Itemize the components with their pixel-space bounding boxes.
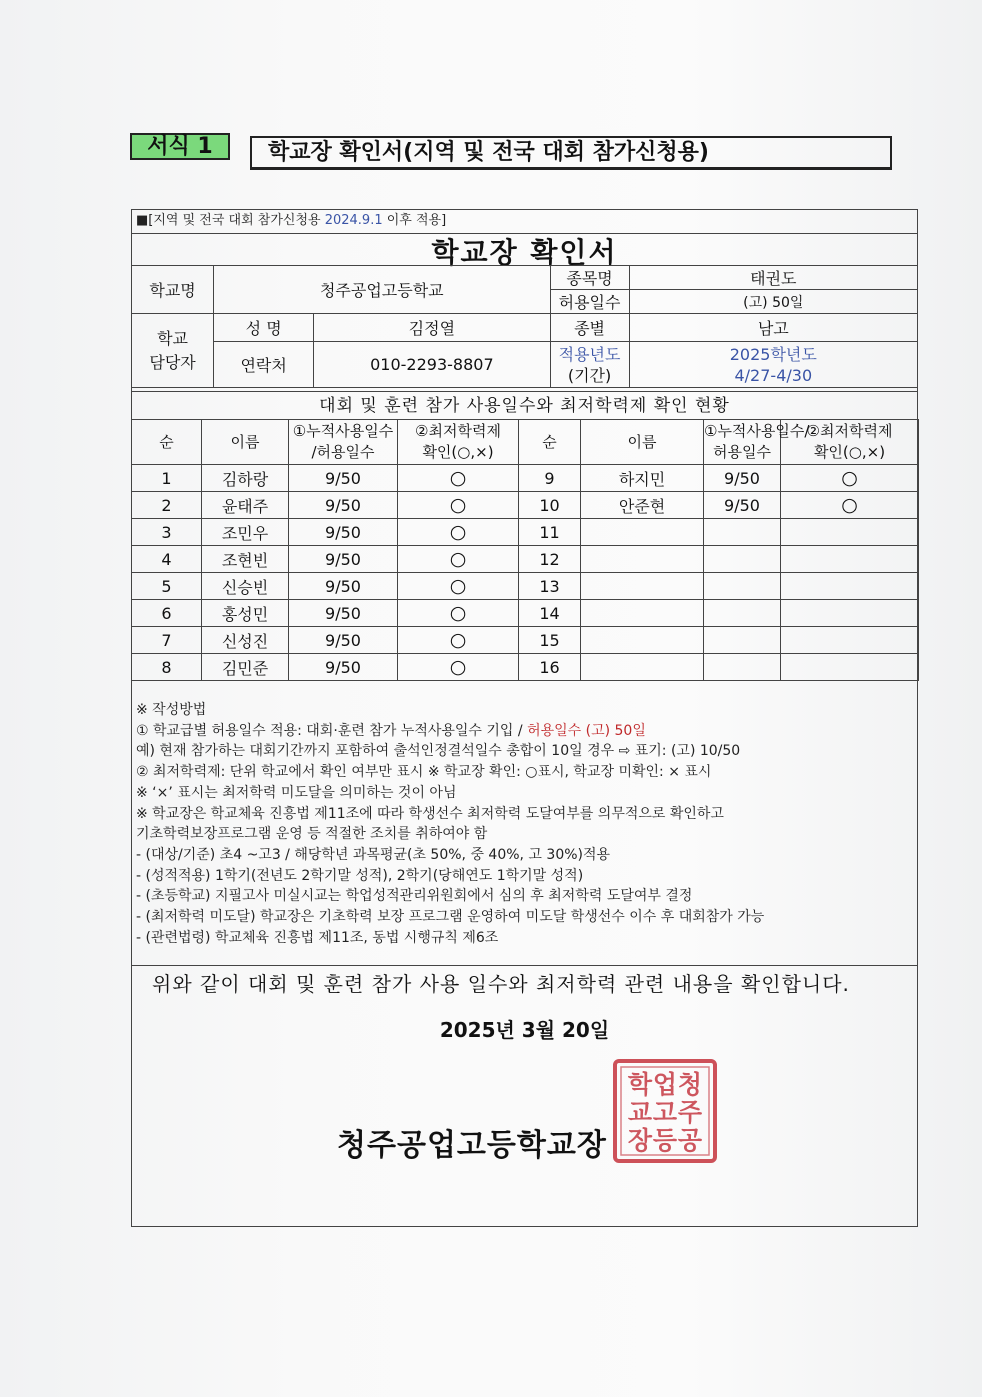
row-name: 김하랑 [202,465,289,492]
header-name-right: 이름 [581,420,704,465]
row-days-right [704,573,781,600]
row-academic-check-right [781,519,919,546]
form-tag: 서식 1 [130,133,230,160]
row-name-right [581,654,704,681]
row-name-right [581,546,704,573]
period-value-line: 4/27-4/30 [734,365,813,385]
name-label: 성 명 [214,314,314,342]
table-row [132,654,919,681]
row-no-right: 14 [519,600,581,627]
contact-label-line1: 학교 [157,328,188,348]
table-row [132,465,919,492]
allowed-value: (고) 50일 [629,290,917,314]
row-days: 9/50 [289,600,398,627]
row-no-right: 9 [519,465,581,492]
row-name-right [581,519,704,546]
year-label-line: 적용년도 [558,344,621,364]
row-name: 윤태주 [202,492,289,519]
seal-glyph: 장 [627,1126,653,1155]
instruction-1-example: 예) 현재 참가하는 대회기간까지 포함하여 출석인정결석일수 총합이 10일 경우 ⇨ 표기: (고) 10/50 [136,743,741,760]
header-no: 순 [132,420,202,465]
row-no-right: 15 [519,627,581,654]
row-days: 9/50 [289,519,398,546]
header-academic-right-line1: ②최저학력제 [806,422,893,440]
seal-glyph: 공 [677,1126,703,1155]
row-academic-check: ○ [398,519,519,546]
row-academic-check: ○ [398,600,519,627]
seal-glyph: 주 [677,1098,703,1127]
row-days: 9/50 [289,465,398,492]
official-seal-stamp [612,1058,718,1164]
form-meta [132,210,917,234]
confirmation-section [132,965,917,1224]
row-academic-check-right [781,600,919,627]
row-academic-check: ○ [398,465,519,492]
row-no: 4 [132,546,202,573]
row-name-right: 안준현 [581,492,704,519]
header-days-line2: /허용일수 [311,443,375,461]
confirmation-form [131,209,918,1227]
row-name: 홍성민 [202,600,289,627]
event-label: 종목명 [550,266,629,290]
row-no: 7 [132,627,202,654]
document-title: 학교장 확인서 [431,236,618,269]
contact-person-label [132,314,214,388]
row-name: 김민준 [202,654,289,681]
event-value: 태권도 [629,266,917,290]
seal-glyph: 학 [627,1070,653,1099]
participation-table [131,419,919,681]
row-academic-check: ○ [398,492,519,519]
seal-glyph: 업 [652,1070,678,1099]
meta-suffix: 이후 적용] [382,213,447,228]
row-no-right: 10 [519,492,581,519]
form-title: 학교장 확인서(지역 및 전국 대회 참가신청용) [250,136,892,170]
header-days [289,420,398,465]
school-label: 학교명 [132,266,214,314]
instruction-2-note-c: 기초학력보장프로그램 운영 등 적절한 조치를 취하여야 함 [136,826,488,843]
instruction-2-note-b: ※ 학교장은 학교체육 진흥법 제11조에 따라 학생선수 최저학력 도달여부를 의무적으로 확인하고 [136,805,724,822]
row-days-right [704,546,781,573]
header-academic-line2: 확인(○,×) [422,443,494,461]
row-days: 9/50 [289,492,398,519]
row-academic-check: ○ [398,654,519,681]
row-days-right: 9/50 [704,465,781,492]
principal-signature: 청주공업고등학교장 [337,1128,607,1163]
detail-grades: - (성적적용) 1학기(전년도 2학기말 성적), 2학기(당해연도 1학기말 성적) [136,867,584,884]
row-no: 5 [132,573,202,600]
row-days-right [704,627,781,654]
table-row [132,600,919,627]
seal-glyph: 고 [652,1098,678,1127]
seal-glyph: 등 [652,1126,678,1155]
row-name: 신승빈 [202,573,289,600]
school-value: 청주공업고등학교 [214,266,550,314]
instruction-1-highlight: 허용일수 (고) 50일 [527,722,646,739]
table-title: 대회 및 훈련 참가 사용일수와 최저학력제 확인 현황 [132,391,917,420]
row-days-right [704,654,781,681]
table-row [132,573,919,600]
row-academic-check-right: ○ [781,465,919,492]
row-academic-check: ○ [398,627,519,654]
allowed-label: 허용일수 [550,290,629,314]
type-label: 종별 [550,314,629,342]
row-days: 9/50 [289,546,398,573]
year-label [550,342,629,388]
seal-glyph: 교 [627,1098,653,1127]
period-label-line: (기간) [567,365,612,385]
row-no-right: 13 [519,573,581,600]
row-days-right [704,519,781,546]
header-days-right [704,420,810,465]
row-academic-check-right [781,546,919,573]
row-no-right: 16 [519,654,581,681]
row-academic-check-right: ○ [781,492,919,519]
header-days-right-line1: ①누적사용일수/ [704,422,810,440]
row-no: 2 [132,492,202,519]
row-academic-check-right [781,573,919,600]
detail-law: - (관련법령) 학교체육 진흥법 제11조, 동법 시행규칙 제6조 [136,929,499,946]
table-row [132,492,919,519]
instruction-2-note-a: ※ ‘×’ 표시는 최저학력 미도달을 의미하는 것이 아님 [136,784,457,801]
row-no: 6 [132,600,202,627]
header-name: 이름 [202,420,289,465]
header-academic [398,420,519,465]
name-value: 김정열 [314,314,550,342]
type-value: 남고 [629,314,917,342]
confirmation-text: 위와 같이 대회 및 훈련 참가 사용 일수와 최저학력 관련 내용을 확인합니다. [152,972,850,996]
table-header-row [132,420,919,465]
row-name-right [581,573,704,600]
row-days-right: 9/50 [704,492,781,519]
row-days: 9/50 [289,654,398,681]
detail-unmet: - (최저학력 미도달) 학교장은 기초학력 보장 프로그램 운영하여 미도달 학생선수 이수 후 대회참가 가능 [136,909,765,926]
row-academic-check-right [781,627,919,654]
row-no: 1 [132,465,202,492]
table-row [132,546,919,573]
table-row [132,519,919,546]
header-academic-right-line2: 확인(○,×) [813,443,886,461]
instruction-1 [136,721,916,742]
row-academic-check: ○ [398,573,519,600]
row-name-right [581,627,704,654]
header-days-line1: ①누적사용일수 [292,422,394,440]
header-academic-line1: ②최저학력제 [415,422,501,440]
phone-value: 010-2293-8807 [314,342,550,388]
table-row [132,627,919,654]
school-info-table [131,265,918,388]
detail-target: - (대상/기준) 초4 ~고3 / 해당학년 과목평균(초 50%, 중 40%, 고 30%)적용 [136,846,611,863]
instructions [136,694,916,948]
instructions-heading: ※ 작성방법 [136,702,207,718]
row-days: 9/50 [289,627,398,654]
row-name: 신성진 [202,627,289,654]
instruction-1-text: ① 학교급별 허용일수 적용: 대회·훈련 참가 누적사용일수 기입 / [136,722,528,739]
year-value [629,342,917,388]
row-name: 조민우 [202,519,289,546]
row-no-right: 12 [519,546,581,573]
header-no-right: 순 [519,420,581,465]
row-days: 9/50 [289,573,398,600]
contact-label-line2: 담당자 [149,352,196,372]
seal-glyph: 청 [677,1070,703,1099]
row-name-right: 하지민 [581,465,704,492]
detail-elementary: - (초등학교) 지필고사 미실시교는 학업성적관리위원회에서 심의 후 최저학력 도달여부 결정 [136,888,693,905]
row-no: 8 [132,654,202,681]
phone-label: 연락처 [214,342,314,388]
meta-prefix: ■[지역 및 전국 대회 참가신청용 [136,213,325,228]
row-name-right [581,600,704,627]
row-academic-check: ○ [398,546,519,573]
row-academic-check-right [781,654,919,681]
row-name: 조현빈 [202,546,289,573]
year-value-line: 2025학년도 [729,344,817,364]
header-days-right-line2: 허용일수 [713,443,771,461]
row-no-right: 11 [519,519,581,546]
instruction-2: ② 최저학력제: 단위 학교에서 확인 여부만 표시 ※ 학교장 확인: ○표시, 학교장 미확인: × 표시 [136,764,712,781]
row-days-right [704,600,781,627]
row-no: 3 [132,519,202,546]
issue-date: 2025년 3월 20일 [439,1018,610,1042]
meta-date: 2024.9.1 [324,213,383,228]
